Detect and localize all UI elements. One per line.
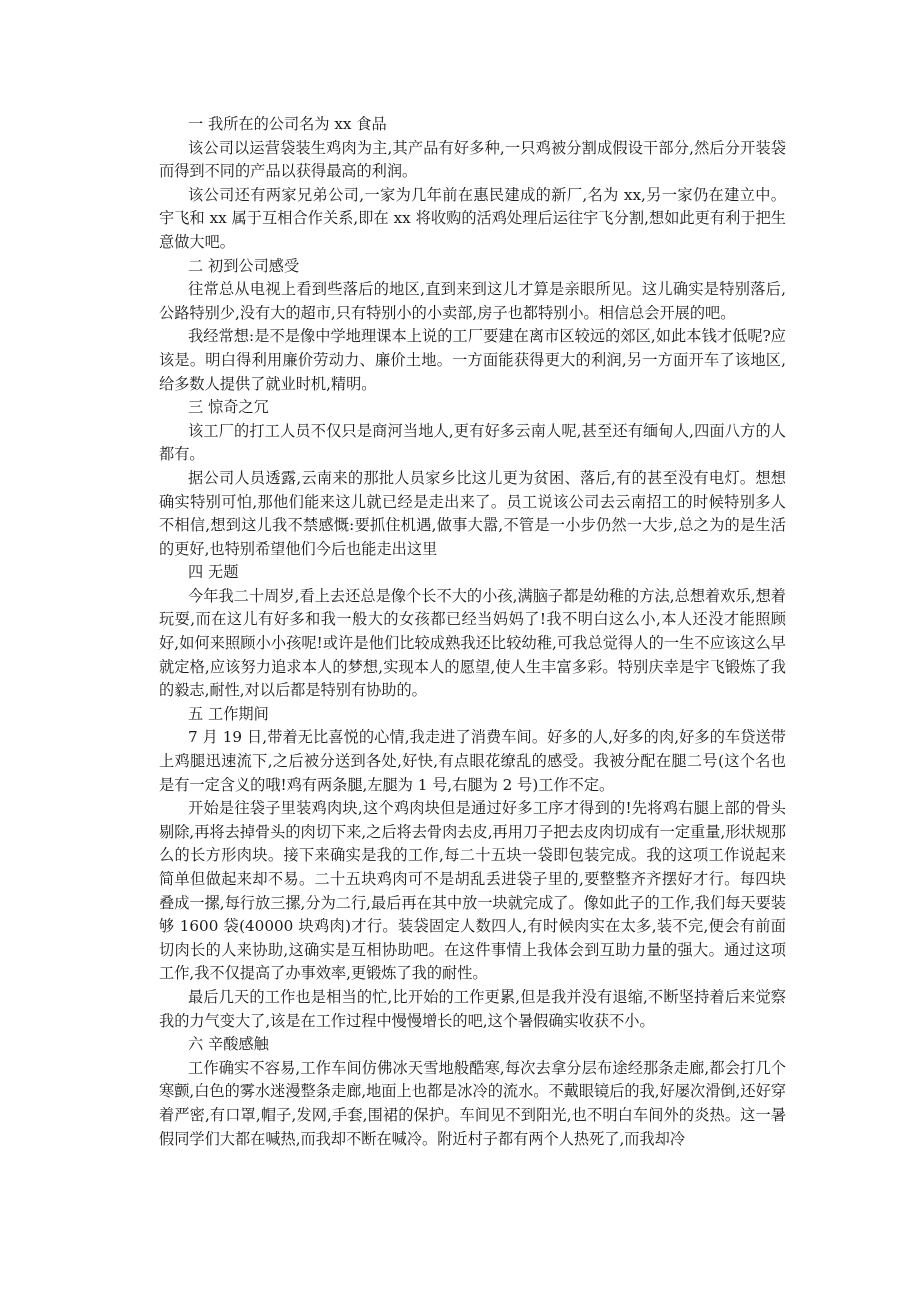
paragraph-5: 该工厂的打工人员不仅只是商河当地人,更有好多云南人呢,甚至还有缅甸人,四面八方的人都有。 (159, 421, 786, 464)
paragraph-1: 该公司以运营袋装生鸡肉为主,其产品有好多种,一只鸡被分割成假设干部分,然后分开装袋而得到不同的产品以获得最高的利润。 (159, 138, 786, 181)
section-heading-1: 一 我所在的公司名为 xx 食品 (188, 115, 387, 133)
paragraph-8: 7 月 19 日,带着无比喜悦的心情,我走进了消费车间。好多的人,好多的肉,好多的车贷送带上鸡腿迅速流下,之后被分送到各处,好快,有点眼花缭乱的感受。我被分配在腿二号(这个名也是有一定含义的哦!鸡有两条腿,左腿为 1 号,右腿为 2 号)工作不定。 (159, 728, 786, 794)
section-heading-5: 五 工作期间 (188, 704, 269, 723)
paragraph-3: 往常总从电视上看到些落后的地区,直到来到这儿才算是亲眼所见。这儿确实是特别落后,公路特别少,没有大的超市,只有特别小的小卖部,房子也都特别小。相信总会开展的吧。 (159, 280, 786, 322)
paragraph-7: 今年我二十周岁,看上去还总是像个长不大的小孩,满脑子都是幼稚的方法,总想着欢乐,想着玩耍,而在这儿有好多和我一般大的女孩都已经当妈妈了!我不明白这么小,本人还没才能照顾好,如何来照顾小小孩呢!或许是他们比较成熟我还比较幼稚,可我总觉得人的一生不应该这么早就定格,应该努力追求本人的梦想,实现本人的愿望,使人生丰富多彩。特别庆幸是宇飞锻炼了我的毅志,耐性,对以后都是特别有协助的。 (159, 586, 786, 700)
paragraph-11: 工作确实不容易,工作车间仿佛冰天雪地般酷寒,每次去拿分层布途经那条走廊,都会打几个寒颤,白色的雾水迷漫整条走廊,地面上也都是冰冷的流水。不戴眼镜后的我,好屡次滑倒,还好穿着严密,有口罩,帽子,发网,手套,围裙的保护。车间见不到阳光,也不明白车间外的炎热。这一暑假同学们大都在喊热,而我却不断在喊冷。附近村子都有两个人热死了,而我却冷 (159, 1058, 786, 1148)
document-body (159, 113, 786, 1151)
paragraph-2: 该公司还有两家兄弟公司,一家为几年前在惠民建成的新厂,名为 xx,另一家仍在建立中。宇飞和 xx 属于互相合作关系,即在 xx 将收购的活鸡处理后运往宇飞分割,想如此更有利于把生意做大吧。 (159, 185, 786, 251)
paragraph-6: 据公司人员透露,云南来的那批人员家乡比这儿更为贫困、落后,有的甚至没有电灯。想想确实特别可怕,那他们能来这儿就已经是走出来了。员工说该公司去云南招工的时候特别多人不相信,想到这儿我不禁感慨:要抓住机遇,做事大嚣,不管是一小步仍然一大步,总之为的是生活的更好,也特别希望他们今后也能走出这里 (159, 468, 786, 558)
paragraph-4: 我经常想:是不是像中学地理课本上说的工厂要建在离市区较远的郊区,如此本钱才低呢?应该是。明白得利用廉价劳动力、廉价土地。一方面能获得更大的利润,另一方面开车了该地区,给多数人提供了就业时机,精明。 (159, 327, 786, 393)
section-heading-4: 四 无题 (188, 563, 239, 582)
paragraph-10: 最后几天的工作也是相当的忙,比开始的工作更累,但是我并没有退缩,不断坚持着后来觉察我的力气变大了,该是在工作过程中慢慢增长的吧,这个暑假确实收获不小。 (159, 987, 786, 1030)
section-heading-3: 三 惊奇之冗 (188, 398, 269, 417)
paragraph-9: 开始是往袋子里装鸡肉块,这个鸡肉块但是通过好多工序才得到的!先将鸡右腿上部的骨头剔除,再将去掉骨头的肉切下来,之后将去骨肉去皮,再用刀子把去皮肉切成有一定重量,形状规那么的长方形肉块。接下来确实是我的工作,每二十五块一袋即包装完成。我的这项工作说起来简单但做起来却不易。二十五块鸡肉可不是胡乱丢进袋子里的,要整整齐齐摆好才行。每四块叠成一摞,每行放三摞,分为二行,最后再在其中放一块就完成了。像如此子的工作,我们每天要装够 1600 袋(40000 块鸡肉)才行。装袋固定人数四人,有时候肉实在太多,装不完,便会有前面切肉长的人来协助,这确实是互相协助吧。在这件事情上我体会到互助力量的强大。通过这项工作,我不仅提高了办事效率,更锻炼了我的耐性。 (159, 799, 786, 983)
section-heading-2: 二 初到公司感受 (188, 256, 300, 275)
section-heading-6: 六 辛酸感触 (188, 1035, 269, 1054)
